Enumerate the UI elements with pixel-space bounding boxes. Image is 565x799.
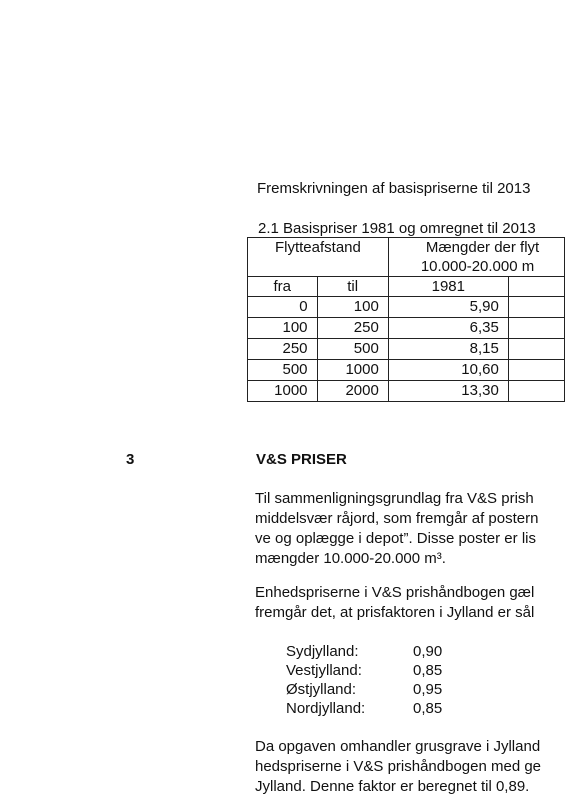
paragraph-unit-prices <box>255 583 534 623</box>
region-name: Nordjylland: <box>286 700 366 717</box>
table-subheader-row <box>248 277 565 297</box>
section-title: V&S PRISER <box>256 451 347 468</box>
col-to: til <box>317 277 388 297</box>
list-item <box>286 699 442 718</box>
list-item <box>286 680 442 699</box>
paragraph-line: Enhedspriserne i V&S prishåndbogen gæl <box>255 584 535 601</box>
intro-line: Fremskrivningen af basispriserne til 2013 <box>257 180 531 197</box>
cell-value: 5,90 <box>388 297 508 318</box>
paragraph-comparison <box>255 489 538 569</box>
paragraph-line: ve og oplægge i depot”. Disse poster er lis <box>255 530 536 547</box>
region-name: Østjylland: <box>286 681 357 698</box>
cell-from: 1000 <box>248 381 318 402</box>
cell-to: 1000 <box>317 360 388 381</box>
col-from: fra <box>248 277 318 297</box>
table-row <box>248 360 565 381</box>
cell-to: 100 <box>317 297 388 318</box>
cell-from: 100 <box>248 318 318 339</box>
table-row <box>248 339 565 360</box>
section-number: 3 <box>126 451 135 468</box>
region-factor: 0,95 <box>413 681 443 698</box>
cell-from: 500 <box>248 360 318 381</box>
table-header-row <box>248 238 565 258</box>
table-row <box>248 297 565 318</box>
region-factor: 0,85 <box>413 662 443 679</box>
paragraph-line: hedspriserne i V&S prishåndbogen med ge <box>255 758 542 775</box>
list-item <box>286 642 442 661</box>
header-distance: Flytteafstand <box>248 238 389 277</box>
region-name: Sydjylland: <box>286 643 359 660</box>
region-factor: 0,85 <box>413 700 443 717</box>
cell-to: 500 <box>317 339 388 360</box>
cell-from: 250 <box>248 339 318 360</box>
header-quantity-line2: 10.000-20.000 m <box>388 257 564 277</box>
cell-value: 6,35 <box>388 318 508 339</box>
table-row <box>248 318 565 339</box>
paragraph-line: Jylland. Denne faktor er beregnet til 0,89. <box>255 778 530 795</box>
cell-value: 8,15 <box>388 339 508 360</box>
paragraph-conclusion <box>255 737 541 797</box>
region-name: Vestjylland: <box>286 662 362 679</box>
cell-value: 10,60 <box>388 360 508 381</box>
paragraph-line: fremgår det, at prisfaktoren i Jylland er sål <box>255 604 535 621</box>
region-factor: 0,90 <box>413 643 443 660</box>
paragraph-line: Til sammenligningsgrundlag fra V&S prish <box>255 490 534 507</box>
cell-from: 0 <box>248 297 318 318</box>
table-row <box>248 381 565 402</box>
cell-to: 250 <box>317 318 388 339</box>
paragraph-line: middelsvær råjord, som fremgår af postern <box>255 510 539 527</box>
header-quantity-line1: Mængder der flyt <box>388 238 564 258</box>
paragraph-line: mængder 10.000-20.000 m³. <box>255 550 446 567</box>
table-caption: 2.1 Basispriser 1981 og omregnet til 2013 <box>258 220 536 237</box>
cell-value: 13,30 <box>388 381 508 402</box>
base-price-table <box>247 237 565 402</box>
region-factor-list <box>286 642 442 718</box>
list-item <box>286 661 442 680</box>
paragraph-line: Da opgaven omhandler grusgrave i Jylland <box>255 738 541 755</box>
col-year: 1981 <box>388 277 508 297</box>
cell-to: 2000 <box>317 381 388 402</box>
